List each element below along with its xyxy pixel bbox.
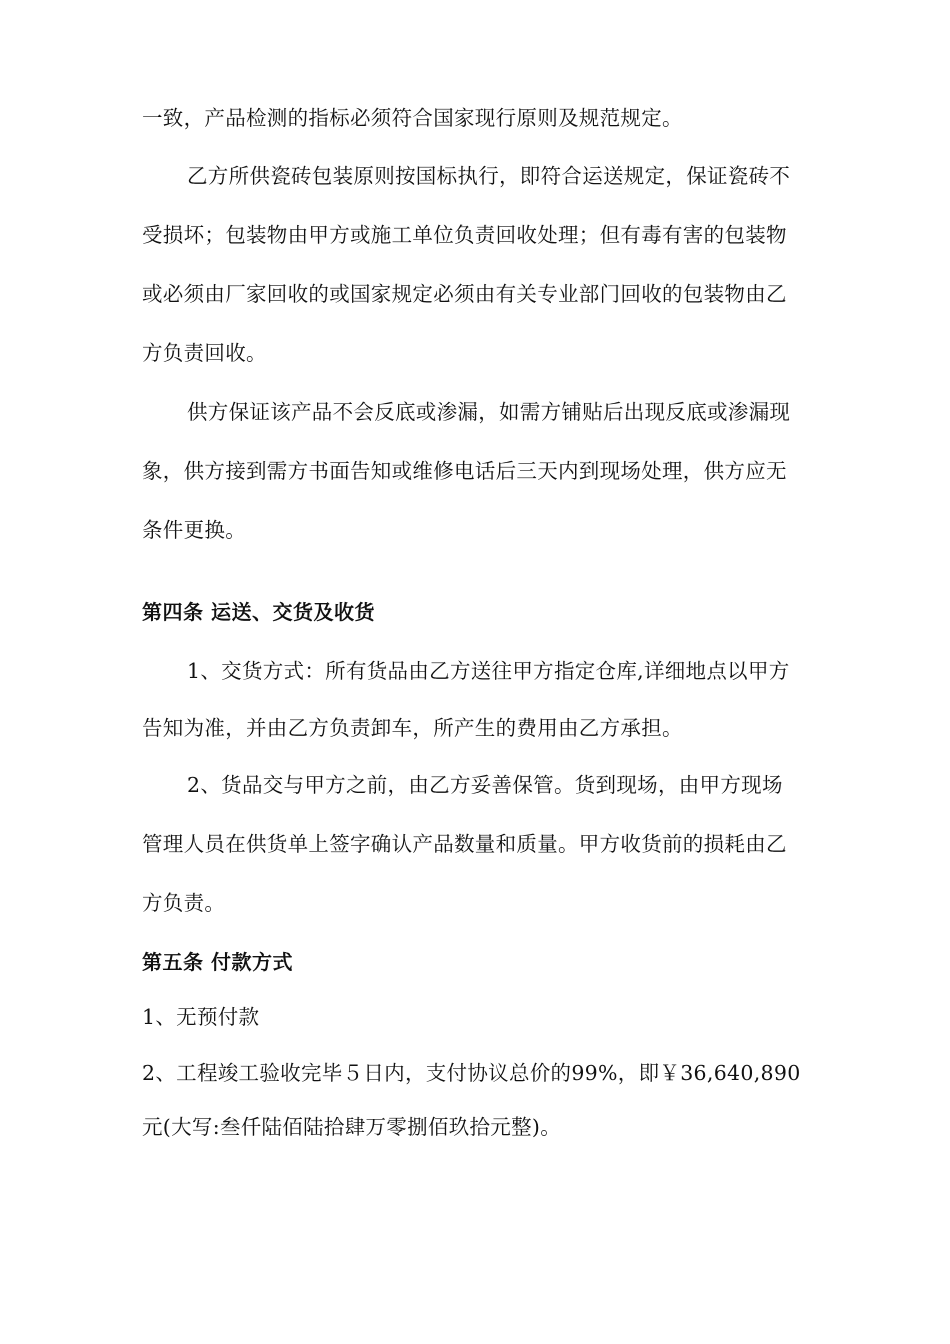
paragraph-line: 条件更换。 xyxy=(142,518,246,542)
list-item: 1、无预付款 xyxy=(142,1005,260,1029)
paragraph-line: 2、货品交与甲方之前，由乙方妥善保管。货到现场，由甲方现场 xyxy=(187,773,783,797)
paragraph-line: 或必须由厂家回收的或国家规定必须由有关专业部门回收的包装物由乙 xyxy=(142,282,787,306)
paragraph-line: 乙方所供瓷砖包装原则按国标执行，即符合运送规定，保证瓷砖不 xyxy=(187,164,791,188)
paragraph-line: 1、交货方式：所有货品由乙方送往甲方指定仓库,详细地点以甲方 xyxy=(187,659,790,683)
paragraph-line: 方负责回收。 xyxy=(142,341,267,365)
paragraph-line: 供方保证该产品不会反底或渗漏，如需方铺贴后出现反底或渗漏现 xyxy=(187,400,791,424)
paragraph-line: 方负责。 xyxy=(142,891,226,915)
paragraph-line: 告知为准，并由乙方负责卸车，所产生的费用由乙方承担。 xyxy=(142,716,683,740)
paragraph-line: 管理人员在供货单上签字确认产品数量和质量。甲方收货前的损耗由乙 xyxy=(142,832,787,856)
paragraph-line: 一致，产品检测的指标必须符合国家现行原则及规范规定。 xyxy=(142,106,683,130)
paragraph-line: 受损坏；包装物由甲方或施工单位负责回收处理；但有毒有害的包装物 xyxy=(142,223,787,247)
section-heading: 第四条 运送、交货及收货 xyxy=(142,600,375,624)
section-heading: 第五条 付款方式 xyxy=(142,950,293,974)
paragraph-line: 象，供方接到需方书面告知或维修电话后三天内到现场处理，供方应无 xyxy=(142,459,787,483)
paragraph-line: 元(大写:叁仟陆佰陆拾肆万零捌佰玖拾元整)。 xyxy=(142,1115,562,1139)
list-item: 2、工程竣工验收完毕５日内，支付协议总价的99%，即￥36,640,890 xyxy=(142,1061,801,1085)
